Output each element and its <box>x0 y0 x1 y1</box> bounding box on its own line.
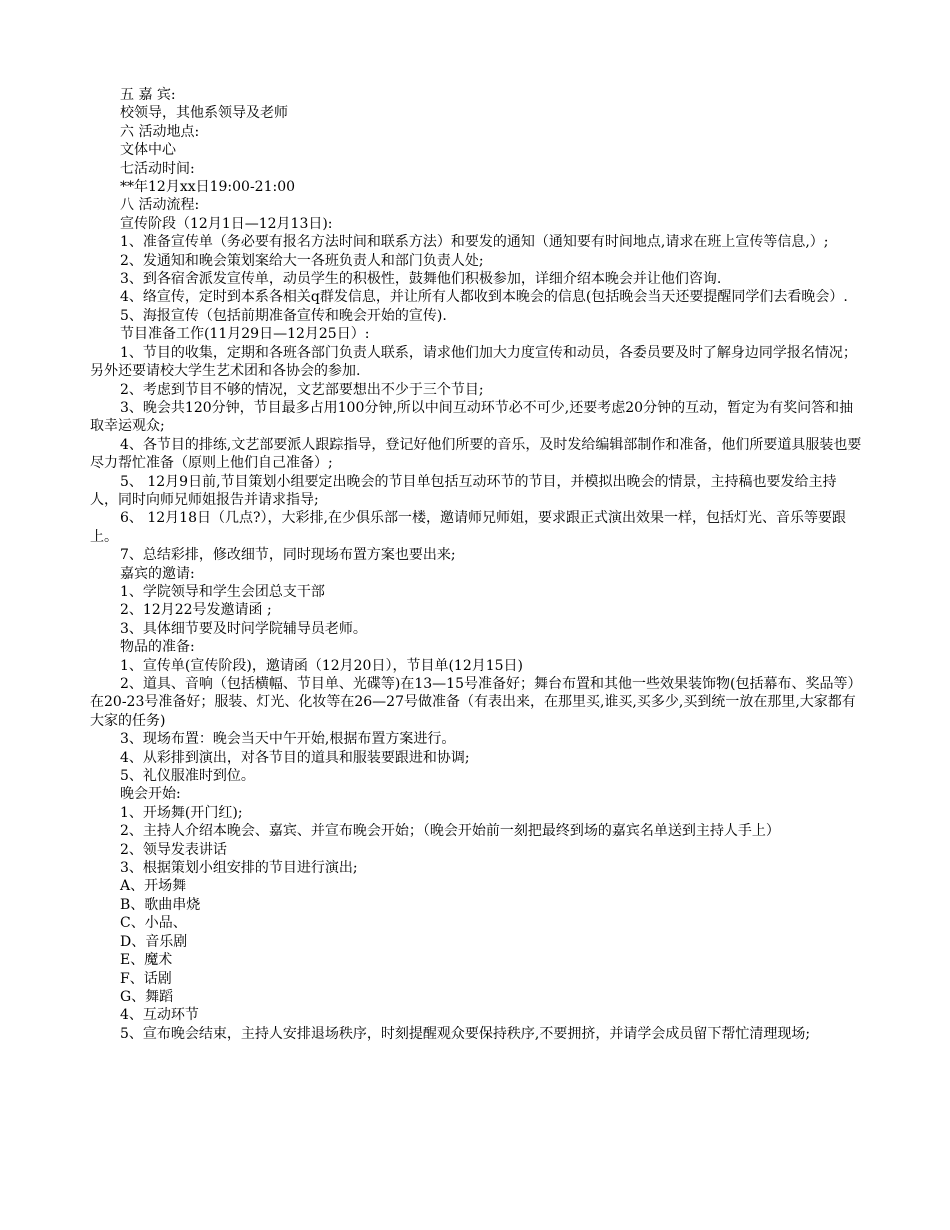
paragraph: 4、各节目的排练,文艺部要派人跟踪指导，登记好他们所要的音乐，及时发给编辑部制作和准备，他们所要道具服装也要尽力帮忙准备（原则上他们自己准备）; <box>90 436 862 472</box>
paragraph: A、开场舞 <box>120 878 187 895</box>
paragraph: 3、到各宿舍派发宣传单，动员学生的积极性，鼓舞他们积极参加，详细介绍本晚会并让他们咨询. <box>120 271 722 288</box>
paragraph: 4、从彩排到演出，对各节目的道具和服装要跟进和协调; <box>120 749 470 766</box>
paragraph: 7、总结彩排，修改细节，同时现场布置方案也要出来; <box>120 547 456 564</box>
paragraph: 校领导，其他系领导及老师 <box>120 105 288 122</box>
paragraph: 3、具体细节要及时问学院辅导员老师。 <box>120 620 367 637</box>
document-body <box>90 86 862 1043</box>
paragraph: 晚会开始: <box>120 786 181 803</box>
paragraph: 2、12月22号发邀请函 ; <box>120 602 272 619</box>
paragraph: 1、准备宣传单（务必要有报名方法时间和联系方法）和要发的通知（通知要有时间地点,请求在班上宣传等信息,）; <box>120 234 829 251</box>
paragraph: **年12月xx日19:00-21:00 <box>120 179 296 196</box>
paragraph: 宣传阶段（12月1日—12月13日): <box>120 215 333 232</box>
paragraph: 5、 12月9日前,节目策划小组要定出晚会的节目单包括互动环节的节目，并模拟出晚会的情景，主持稿也要发给主持人，同时向师兄师姐报告并请求指导; <box>90 473 837 508</box>
paragraph: 五 嘉 宾: <box>120 87 176 103</box>
paragraph: G、舞蹈 <box>120 988 174 1005</box>
paragraph: 5、海报宣传（包括前期准备宣传和晚会开始的宣传). <box>120 307 447 324</box>
paragraph: 2、领导发表讲话 <box>120 841 227 858</box>
paragraph: 2、道具、音响（包括横幅、节目单、光碟等)在13—15号准备好；舞台布置和其他一些效果装饰物(包括幕布、奖品等）在20-23号准备好；服装、灯光、化妆等在26—27号做准备（有表出来，在那里买,谁买,买多少,买到统一放在那里,大家都有大家的任务) <box>90 676 862 729</box>
paragraph: 3、根据策划小组安排的节目进行演出; <box>120 860 358 877</box>
paragraph: 5、礼仪服准时到位。 <box>120 768 255 785</box>
paragraph: D、音乐剧 <box>120 933 188 950</box>
paragraph: 嘉宾的邀请: <box>120 565 195 582</box>
paragraph: 3、现场布置：晚会当天中午开始,根据布置方案进行。 <box>120 731 456 748</box>
paragraph: 文体中心 <box>120 142 176 159</box>
paragraph: E、魔术 <box>120 952 173 969</box>
paragraph: 4、互动环节 <box>120 1007 199 1024</box>
paragraph: 2、主持人介绍本晚会、嘉宾、并宣布晚会开始；（晚会开始前一刻把最终到场的嘉宾名单送到主持人手上） <box>120 823 780 840</box>
paragraph: 5、宣布晚会结束，主持人安排退场秩序，时刻提醒观众要保持秩序,不要拥挤，并请学会成员留下帮忙清理现场; <box>120 1025 811 1042</box>
paragraph: 2、考虑到节目不够的情况，文艺部要想出不少于三个节目; <box>120 381 484 398</box>
paragraph: 物品的准备: <box>120 639 195 656</box>
paragraph: 1、节目的收集，定期和各班各部门负责人联系，请求他们加大力度宣传和动员，各委员要及时了解身边同学报名情况；另外还要请校大学生艺术团和各协会的参加. <box>90 344 857 380</box>
paragraph: C、小品、 <box>120 915 187 932</box>
paragraph: 七活动时间: <box>120 160 195 177</box>
paragraph: 八 活动流程: <box>120 197 200 214</box>
paragraph: 2、发通知和晚会策划案给大一各班负责人和部门负责人处; <box>120 252 484 269</box>
paragraph: 6、 12月18日（几点?），大彩排,在少俱乐部一楼，邀请师兄师姐，要求跟正式演出效果一样，包括灯光、音乐等要跟上。 <box>90 510 846 545</box>
paragraph: F、话剧 <box>120 970 172 987</box>
paragraph: 3、晚会共120分钟，节目最多占用100分钟,所以中间互动环节必不可少,还要考虑20分钟的互动，暂定为有奖问答和抽取幸运观众; <box>90 399 854 435</box>
paragraph: 1、学院领导和学生会团总支干部 <box>120 583 325 600</box>
paragraph: 4、络宣传，定时到本系各相关q群发信息，并让所有人都收到本晚会的信息(包括晚会当天还要提醒同学们去看晚会）. <box>120 289 848 306</box>
paragraph: 1、开场舞(开门红); <box>120 804 243 821</box>
paragraph: B、歌曲串烧 <box>120 896 201 913</box>
paragraph: 节目准备工作(11月29日—12月25日）: <box>120 326 370 343</box>
paragraph: 六 活动地点: <box>120 123 200 140</box>
paragraph: 1、宣传单(宣传阶段)，邀请函（12月20日），节目单(12月15日) <box>120 657 524 674</box>
